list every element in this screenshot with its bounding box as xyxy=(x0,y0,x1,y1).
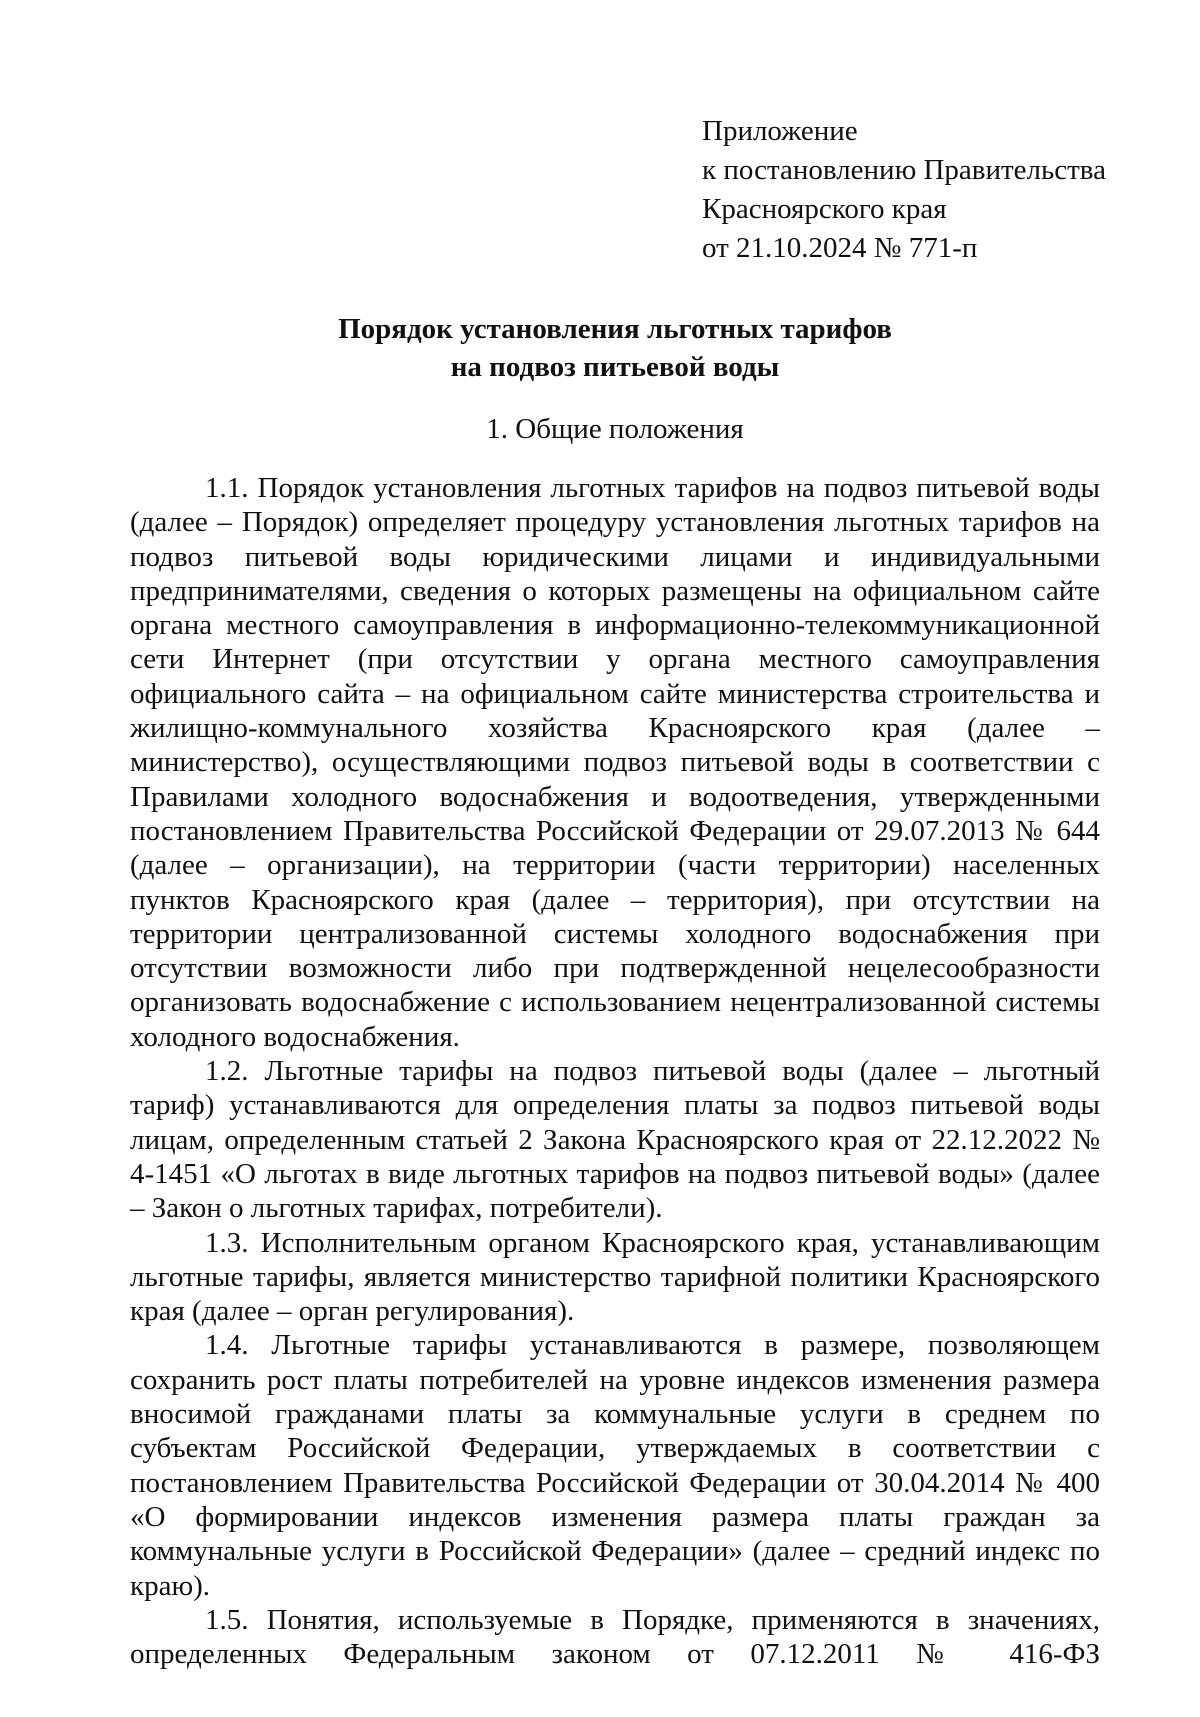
paragraph: 1.5. Понятия, используемые в Порядке, применяются в значениях, определенных Федеральным законом от 07.12.2011 № 416-ФЗ xyxy=(130,1603,1100,1671)
document-body xyxy=(130,471,1100,1671)
appendix-line: Приложение xyxy=(702,115,858,147)
document-title-line: Порядок установления льготных тарифов xyxy=(338,313,892,345)
paragraph: 1.4. Льготные тарифы устанавливаются в размере, позволяющем сохранить рост платы потребителей на уровне индексов изменения размера вносимой гражданами платы за коммунальные услуги в среднем по субъектам Российской Федерации, утверждаемых в соответствии с постановлением Правительства Российской Федерации от 30.04.2014 № 400 «О формировании индексов изменения размера платы граждан за коммунальные услуги в Российской Федерации» (далее – средний индекс по краю). xyxy=(130,1329,1100,1602)
appendix-block xyxy=(702,112,1106,268)
paragraph: 1.1. Порядок установления льготных тарифов на подвоз питьевой воды (далее – Порядок) определяет процедуру установления льготных тарифов на подвоз питьевой воды юридическими лицами и индивидуальными предпринимателями, сведения о которых размещены на официальном сайте органа местного самоуправления в информационно-телекоммуникационной сети Интернет (при отсутствии у органа местного самоуправления официального сайта – на официальном сайте министерства строительства и жилищно-коммунального хозяйства Красноярского края (далее – министерство), осуществляющими подвоз питьевой воды в соответствии с Правилами холодного водоснабжения и водоотведения, утвержденными постановлением Правительства Российской Федерации от 29.07.2013 № 644 (далее – организации), на территории (части территории) населенных пунктов Красноярского края (далее – территория), при отсутствии на территории централизованной системы холодного водоснабжения при отсутствии возможности либо при подтвержденной нецелесообразности организовать водоснабжение с использованием нецентрализованной системы холодного водоснабжения. xyxy=(130,472,1100,1053)
document-title xyxy=(0,310,1200,386)
appendix-line: к постановлению Правительства xyxy=(702,154,1106,186)
paragraph: 1.2. Льготные тарифы на подвоз питьевой воды (далее – льготный тариф) устанавливаются для определения платы за подвоз питьевой воды лицам, определенным статьей 2 Закона Красноярского края от 22.12.2022 № 4-1451 «О льготах в виде льготных тарифов на подвоз питьевой воды» (далее – Закон о льготных тарифах, потребители). xyxy=(130,1055,1100,1225)
appendix-line: Красноярского края xyxy=(702,193,947,225)
appendix-line: от 21.10.2024 № 771-п xyxy=(702,232,978,264)
paragraph: 1.3. Исполнительным органом Красноярского края, устанавливающим льготные тарифы, является министерство тарифной политики Красноярского края (далее – орган регулирования). xyxy=(130,1226,1100,1328)
document-title-line: на подвоз питьевой воды xyxy=(450,351,780,383)
section-heading: 1. Общие положения xyxy=(486,413,744,445)
